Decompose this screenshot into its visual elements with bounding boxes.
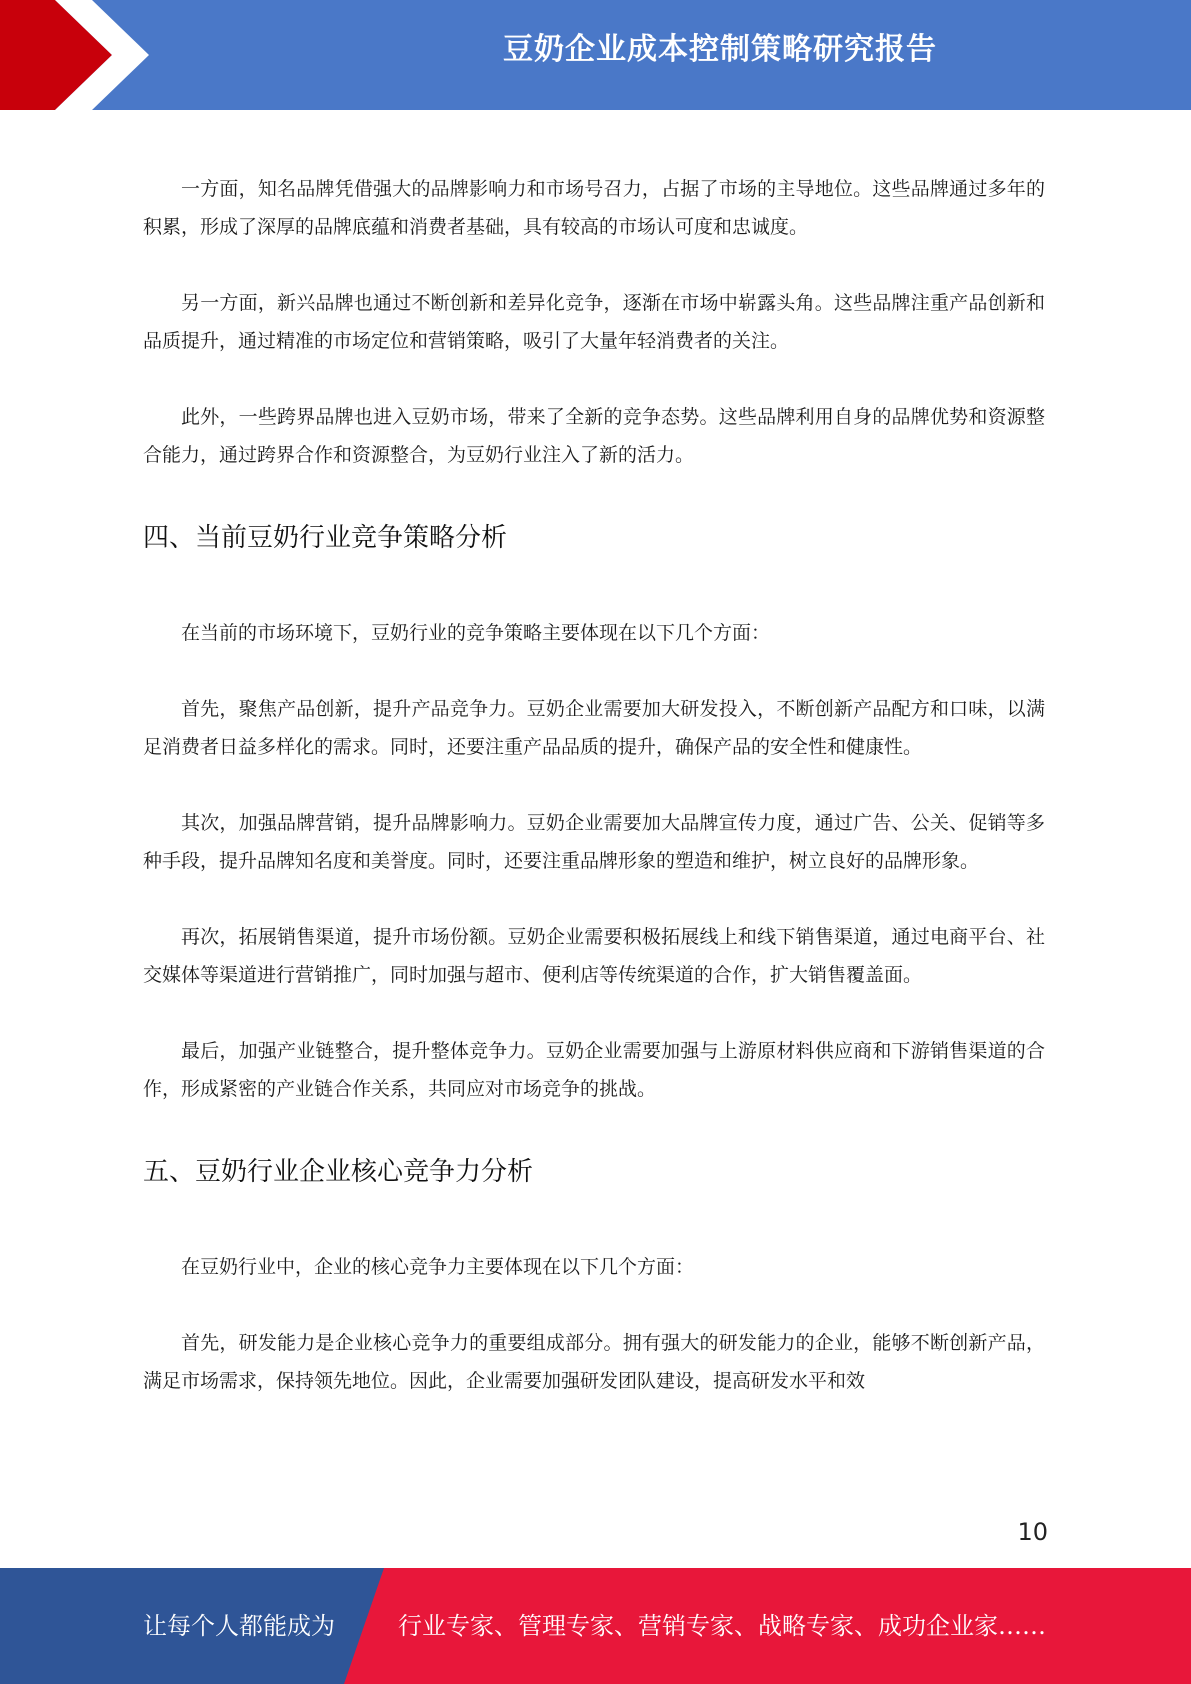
paragraph: 一方面，知名品牌凭借强大的品牌影响力和市场号召力，占据了市场的主导地位。这些品牌通过多年的积累，形成了深厚的品牌底蕴和消费者基础，具有较高的市场认可度和忠诚度。 <box>143 178 1045 238</box>
paragraph: 首先，研发能力是企业核心竞争力的重要组成部分。拥有强大的研发能力的企业，能够不断创新产品，满足市场需求，保持领先地位。因此，企业需要加强研发团队建设，提高研发水平和效 <box>143 1332 1045 1392</box>
paragraph: 最后，加强产业链整合，提升整体竞争力。豆奶企业需要加强与上游原材料供应商和下游销售渠道的合作，形成紧密的产业链合作关系，共同应对市场竞争的挑战。 <box>143 1040 1045 1100</box>
paragraph: 在当前的市场环境下，豆奶行业的竞争策略主要体现在以下几个方面： <box>181 622 771 644</box>
document-body <box>143 170 1045 1438</box>
paragraph: 再次，拓展销售渠道，提升市场份额。豆奶企业需要积极拓展线上和线下销售渠道，通过电商平台、社交媒体等渠道进行营销推广，同时加强与超市、便利店等传统渠道的合作，扩大销售覆盖面。 <box>143 926 1045 986</box>
footer-slogan-left: 让每个人都能成为 <box>143 1612 335 1640</box>
document-title: 豆奶企业成本控制策略研究报告 <box>503 32 937 67</box>
paragraph: 其次，加强品牌营销，提升品牌影响力。豆奶企业需要加大品牌宣传力度，通过广告、公关、促销等多种手段，提升品牌知名度和美誉度。同时，还要注重品牌形象的塑造和维护，树立良好的品牌形象。 <box>143 812 1045 872</box>
section-heading-5: 五、豆奶行业企业核心竞争力分析 <box>143 1157 534 1187</box>
paragraph: 另一方面，新兴品牌也通过不断创新和差异化竞争，逐渐在市场中崭露头角。这些品牌注重产品创新和品质提升，通过精准的市场定位和营销策略，吸引了大量年轻消费者的关注。 <box>143 292 1045 352</box>
footer-slogan-right: 行业专家、管理专家、营销专家、战略专家、成功企业家…… <box>398 1612 1046 1640</box>
section-heading-4: 四、当前豆奶行业竞争策略分析 <box>143 523 508 553</box>
header-banner <box>0 0 1191 110</box>
page-number: 10 <box>1017 1518 1048 1546</box>
paragraph: 此外，一些跨界品牌也进入豆奶市场，带来了全新的竞争态势。这些品牌利用自身的品牌优势和资源整合能力，通过跨界合作和资源整合，为豆奶行业注入了新的活力。 <box>143 406 1045 466</box>
header-arrow-icon <box>0 0 160 110</box>
footer-banner <box>0 1568 1191 1684</box>
paragraph: 在豆奶行业中，企业的核心竞争力主要体现在以下几个方面： <box>181 1256 695 1278</box>
paragraph: 首先，聚焦产品创新，提升产品竞争力。豆奶企业需要加大研发投入，不断创新产品配方和口味，以满足消费者日益多样化的需求。同时，还要注重产品品质的提升，确保产品的安全性和健康性。 <box>143 698 1045 758</box>
